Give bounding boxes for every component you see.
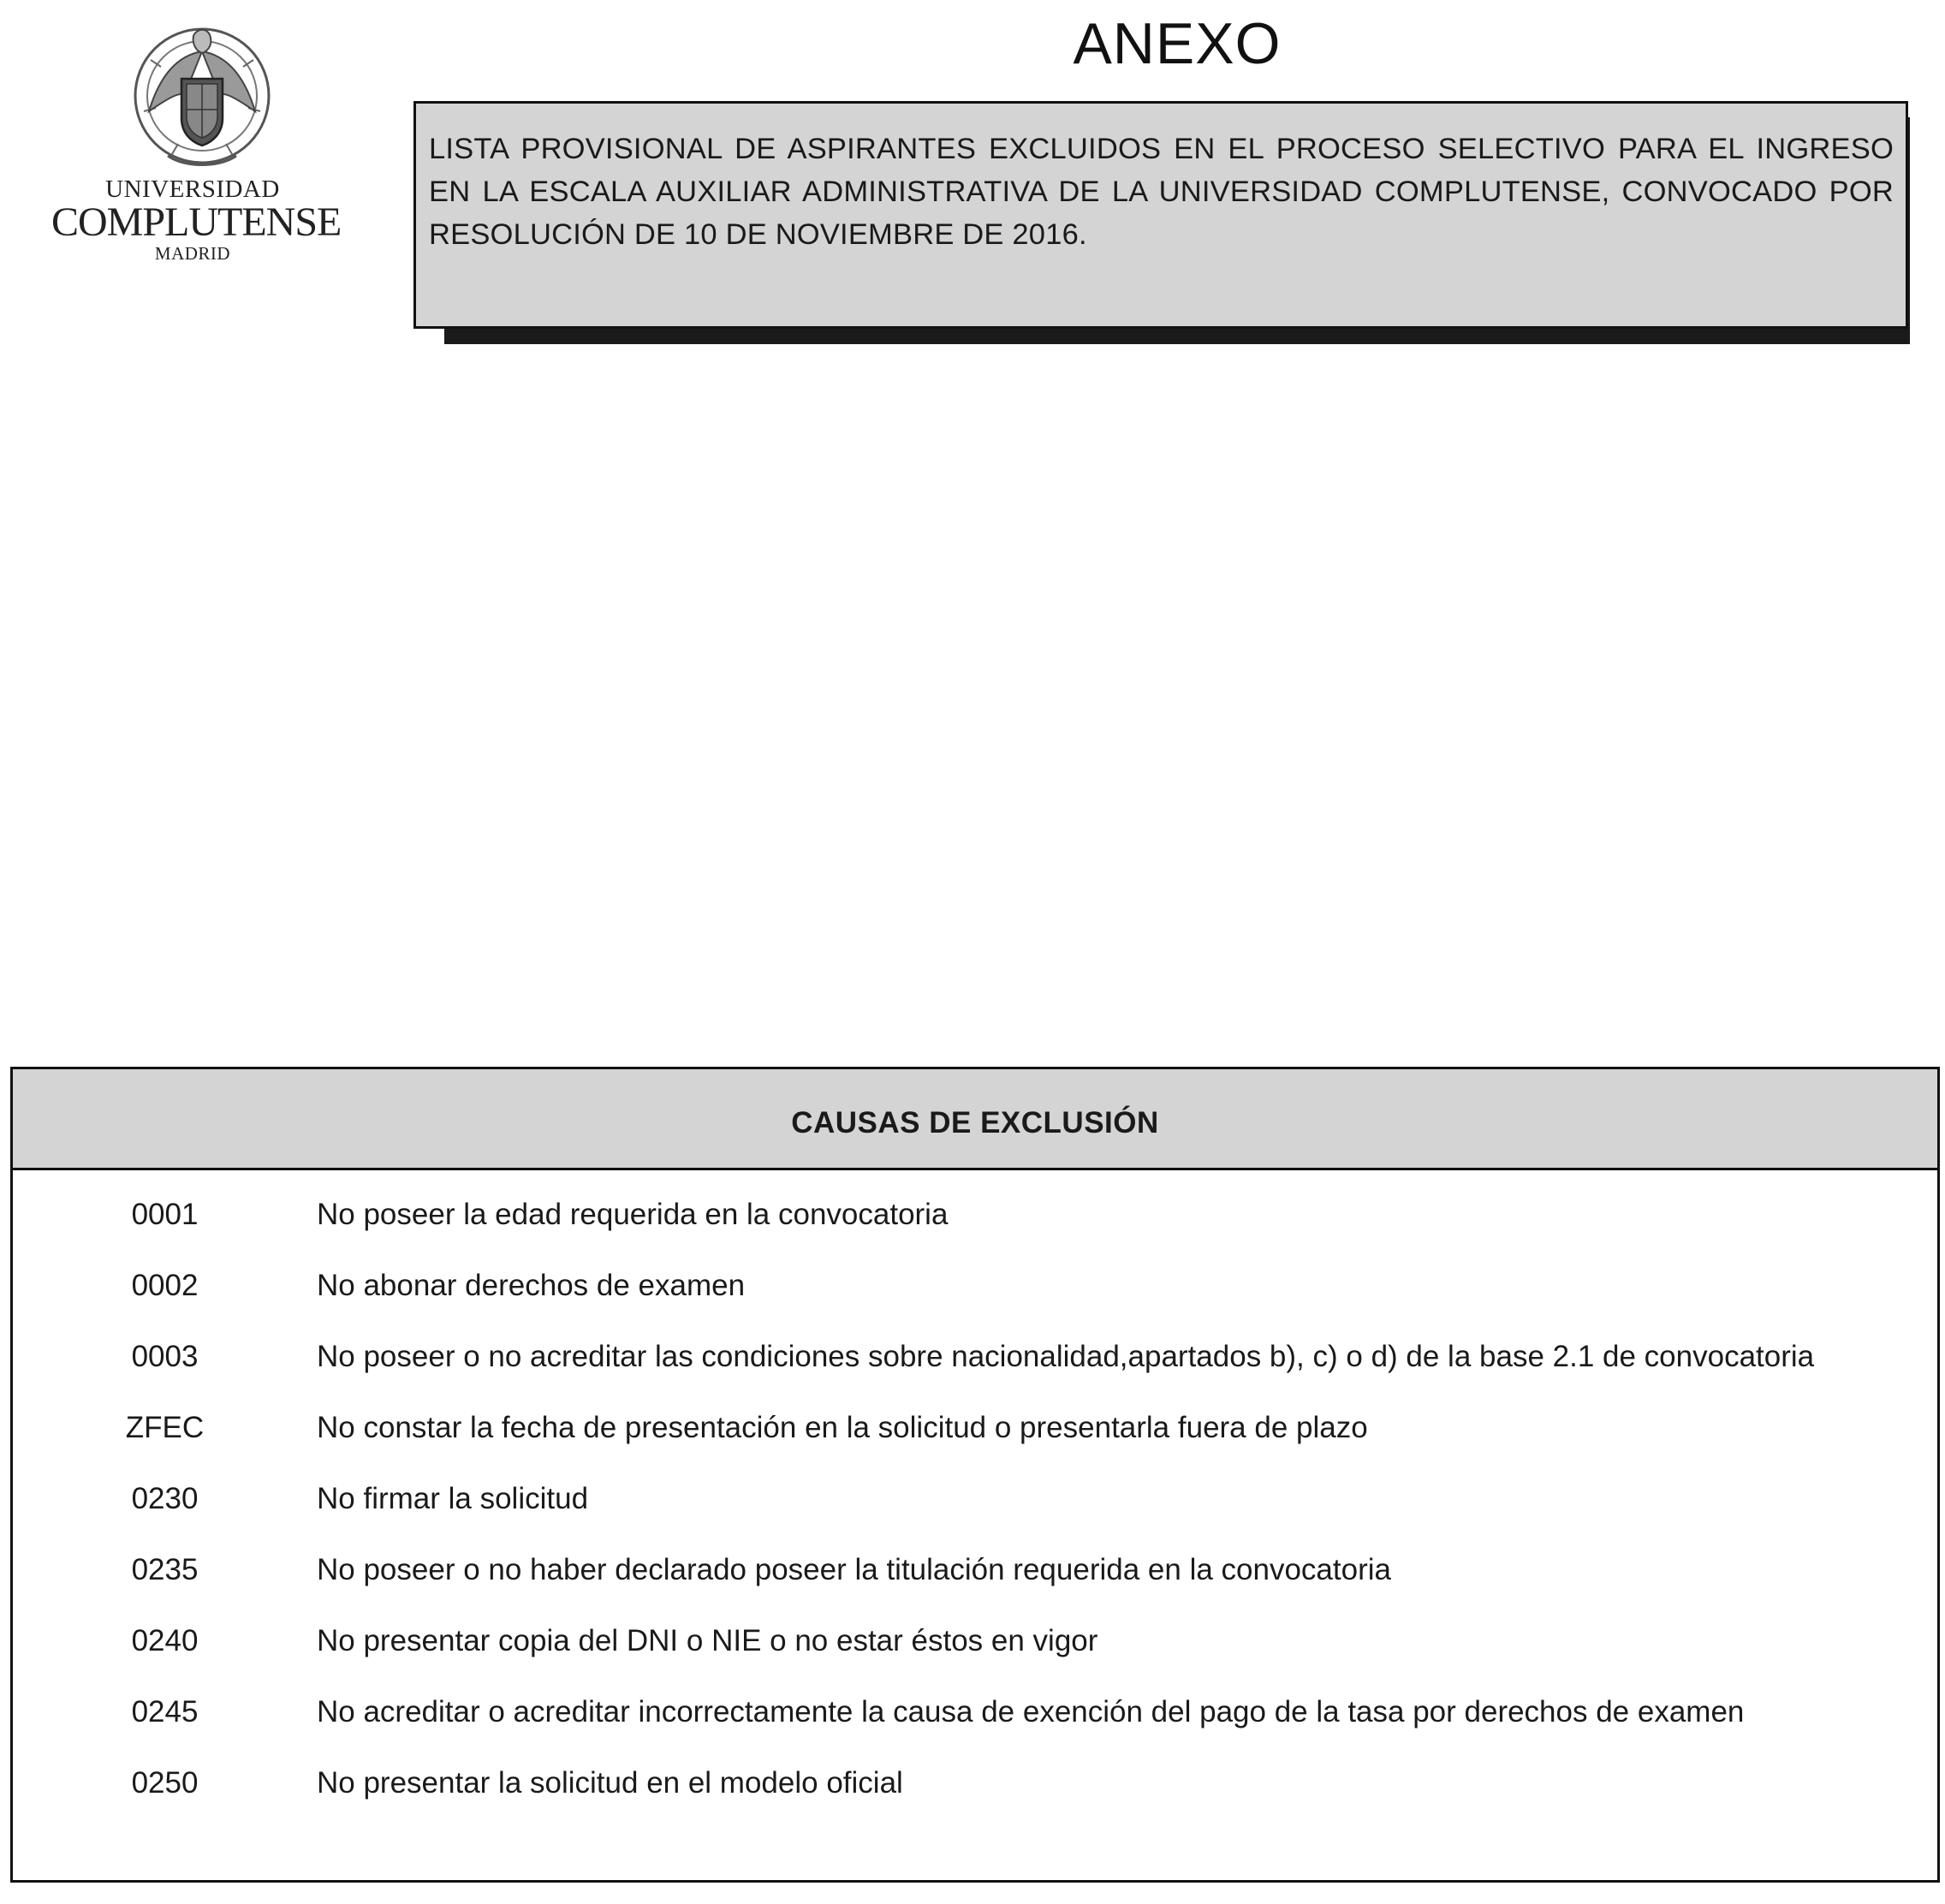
header-box-text: LISTA PROVISIONAL DE ASPIRANTES EXCLUIDOS EN EL PROCESO SELECTIVO PARA EL INGRESO EN LA ESCALA AUXILIAR ADMINISTRATIVA DE LA UNIVERSIDAD COMPLUTENSE, CONVOCADO POR RESOLUCIÓN DE 10 DE NOVIEMBRE DE 2016. bbox=[429, 133, 1894, 251]
table-row bbox=[13, 1676, 1937, 1747]
table-row bbox=[13, 1321, 1937, 1392]
logo-line-complutense: COMPLUTENSE bbox=[51, 199, 342, 245]
table-row bbox=[13, 1605, 1937, 1676]
cause-description: No acreditar o acreditar incorrectamente la causa de exención del pago de la tasa por derechos de examen bbox=[317, 1694, 1745, 1728]
cause-code: 0240 bbox=[131, 1623, 199, 1657]
cause-code: 0245 bbox=[131, 1694, 199, 1728]
cause-description: No presentar copia del DNI o NIE o no estar éstos en vigor bbox=[317, 1623, 1098, 1657]
table-row bbox=[13, 1392, 1937, 1463]
logo-line-university: UNIVERSIDAD bbox=[105, 176, 280, 203]
page-title: ANEXO bbox=[1073, 11, 1282, 76]
table-row bbox=[13, 1534, 1937, 1605]
cause-code: 0003 bbox=[131, 1339, 199, 1373]
cause-code: 0235 bbox=[131, 1552, 199, 1586]
table-row bbox=[13, 1747, 1937, 1818]
cause-description: No poseer la edad requerida en la convocatoria bbox=[317, 1197, 949, 1231]
university-logo bbox=[51, 17, 342, 274]
exclusion-causes-title: CAUSAS DE EXCLUSIÓN bbox=[791, 1105, 1159, 1139]
exclusion-causes-header bbox=[13, 1069, 1937, 1170]
table-row bbox=[13, 1250, 1937, 1321]
header-box bbox=[413, 101, 1908, 329]
cause-code: 0001 bbox=[131, 1197, 199, 1231]
cause-description: No constar la fecha de presentación en la solicitud o presentarla fuera de plazo bbox=[317, 1410, 1368, 1444]
cause-description: No abonar derechos de examen bbox=[317, 1268, 746, 1302]
cause-description: No poseer o no acreditar las condiciones sobre nacionalidad,apartados b), c) o d) de la base 2.1 de convocatoria bbox=[317, 1339, 1815, 1373]
table-row bbox=[13, 1463, 1937, 1534]
cause-code: 0230 bbox=[131, 1481, 199, 1515]
exclusion-causes-list bbox=[13, 1170, 1937, 1818]
cause-code: 0250 bbox=[131, 1765, 199, 1800]
logo-line-madrid: MADRID bbox=[154, 243, 231, 264]
cause-description: No firmar la solicitud bbox=[317, 1481, 589, 1515]
table-row bbox=[13, 1179, 1937, 1250]
cause-code: ZFEC bbox=[125, 1410, 205, 1444]
cause-description: No poseer o no haber declarado poseer la titulación requerida en la convocatoria bbox=[317, 1552, 1391, 1586]
cause-code: 0002 bbox=[131, 1268, 199, 1302]
university-crest-icon bbox=[125, 17, 279, 180]
cause-description: No presentar la solicitud en el modelo oficial bbox=[317, 1765, 903, 1800]
exclusion-causes-table bbox=[10, 1067, 1940, 1883]
